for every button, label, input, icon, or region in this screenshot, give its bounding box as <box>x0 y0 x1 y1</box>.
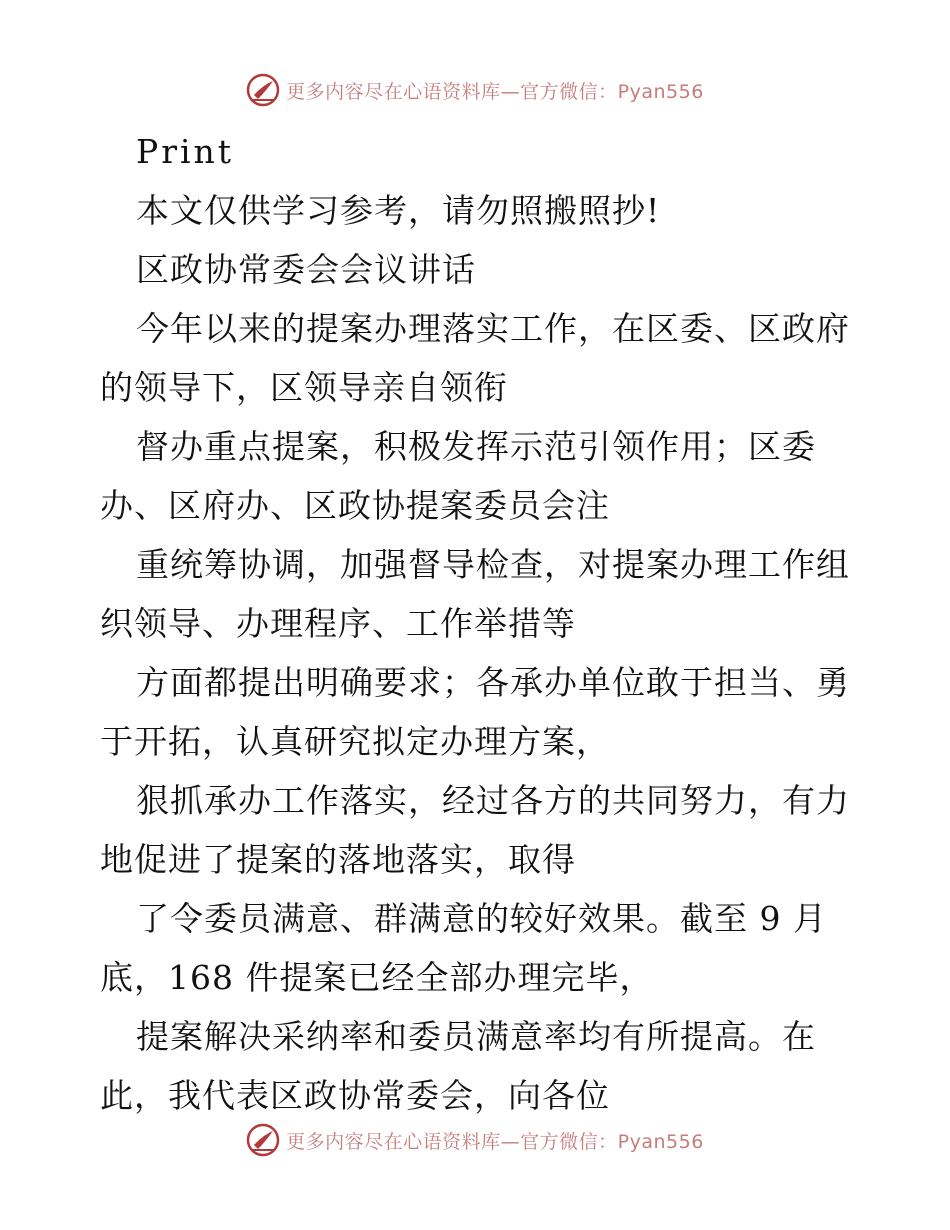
text-line: 了令委员满意、群满意的较好效果。截至 9 月 <box>136 899 827 938</box>
text-line: 本文仅供学习参考，请勿照搬照抄! <box>136 191 661 230</box>
text-line: 督办重点提案，积极发挥示范引领作用；区委 <box>136 427 816 466</box>
text-line: 重统筹协调，加强督导检查，对提案办理工作组 <box>136 545 850 584</box>
watermark-text: 更多内容尽在心语资料库—官方微信：Pyan556 <box>286 1130 704 1153</box>
text-line: 方面都提出明确要求；各承办单位敢于担当、勇 <box>136 663 850 702</box>
text-line: 狠抓承办工作落实，经过各方的共同努力，有力 <box>136 781 850 820</box>
text-line: 今年以来的提案办理落实工作，在区委、区政府 <box>136 309 850 348</box>
text-line: 底，168 件提案已经全部办理完毕， <box>100 958 654 997</box>
text-line: 于开拓，认真研究拟定办理方案， <box>100 722 610 761</box>
document-body <box>100 122 860 1125</box>
book-feather-logo-icon <box>246 1123 280 1157</box>
footer-watermark <box>0 1120 950 1160</box>
watermark-text: 更多内容尽在心语资料库—官方微信：Pyan556 <box>286 80 704 103</box>
text-line: 地促进了提案的落地落实，取得 <box>100 840 576 879</box>
book-feather-logo-icon <box>246 73 280 107</box>
text-line: 提案解决采纳率和委员满意率均有所提高。在 <box>136 1017 816 1056</box>
header-watermark <box>0 70 950 110</box>
text-line: 办、区府办、区政协提案委员会注 <box>100 486 610 525</box>
document-title: 区政协常委会会议讲话 <box>136 250 476 289</box>
text-line: 此，我代表区政协常委会，向各位 <box>100 1076 610 1115</box>
text-line: 的领导下，区领导亲自领衔 <box>100 368 508 407</box>
text-line: 织领导、办理程序、工作举措等 <box>100 604 576 643</box>
text-line: Print <box>136 132 235 171</box>
